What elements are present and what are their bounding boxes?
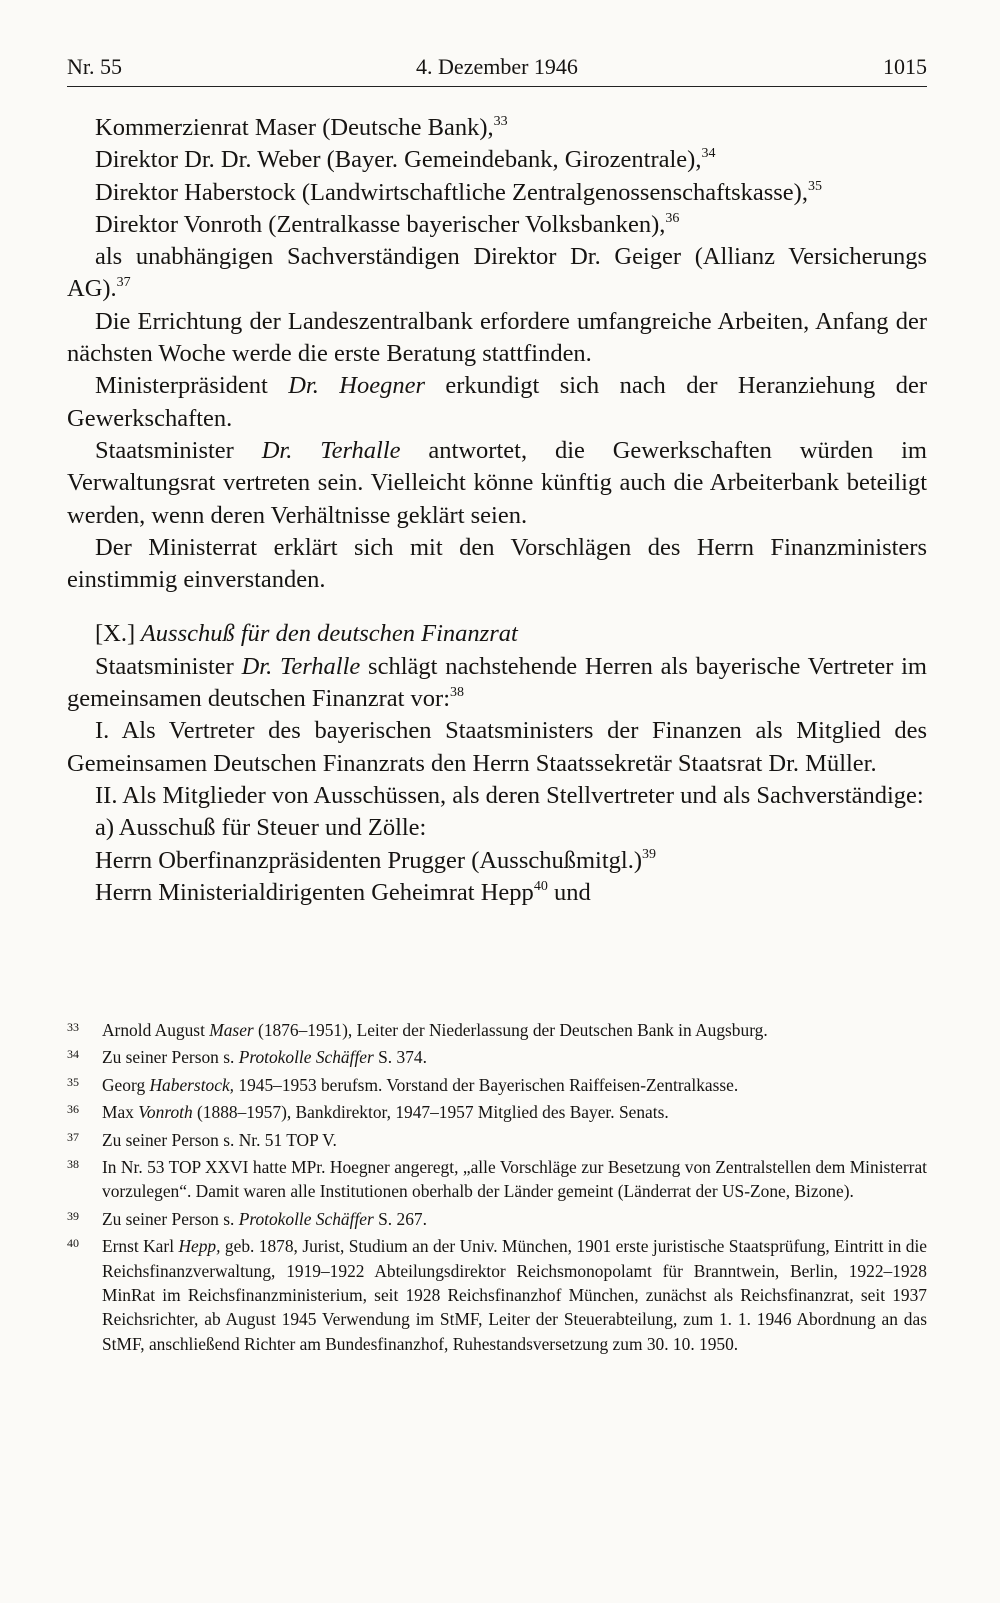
main-text [67, 112, 927, 909]
footnote-ref: 36 [665, 210, 680, 226]
text-run: und [547, 878, 591, 906]
footnote-33 [67, 1018, 927, 1042]
footnote-number: 33 [67, 1020, 79, 1034]
footnote-ref: 34 [701, 146, 716, 162]
text-run: antwortet, die Gewerkschaften würden im Verwaltungsrat vertreten sein. Vielleicht könne künftig auch die Arbeiterbank beteiligt werden, wenn deren Verhältnisse geklärt seien. [67, 436, 927, 529]
paragraph-landeszentralbank: Die Errichtung der Landeszentralbank erfordere umfangreiche Arbeiten, Anfang der nächsten Woche werde die erste Beratung stattfinden. [67, 307, 927, 368]
paragraph-terhalle-proposal [67, 651, 927, 716]
section-title: Ausschuß für den deutschen Finanzrat [135, 620, 518, 648]
text-run: Zu seiner Person s. Nr. 51 TOP V. [102, 1129, 337, 1150]
member-text: als unabhängigen Sachverständigen Direktor Dr. Geiger (Allianz Versicherungs AG). [67, 243, 927, 303]
member-text: Herrn Oberfinanzpräsidenten Prugger (Ausschußmitgl.) [95, 846, 643, 874]
text-run: Zu seiner Person s. [102, 1208, 239, 1229]
text-run: Staatsminister [95, 436, 262, 464]
text-run: S. 267. [373, 1208, 427, 1229]
member-line-vonroth [67, 209, 927, 241]
member-line-prugger [67, 845, 927, 877]
footnote-number: 35 [67, 1074, 79, 1089]
text-run: S. 374. [373, 1047, 427, 1068]
member-line-hepp [67, 877, 927, 909]
member-text: Herrn Ministerialdirigenten Geheimrat Hepp [95, 878, 534, 906]
member-text: Direktor Vonroth (Zentralkasse bayerischer Volksbanken), [95, 210, 666, 238]
footnotes [67, 1018, 927, 1359]
footnote-40 [67, 1234, 927, 1356]
footnote-36 [67, 1100, 927, 1124]
footnote-number: 34 [67, 1047, 79, 1062]
text-run: Ministerpräsident [95, 372, 289, 400]
member-line-geiger [67, 241, 927, 306]
source-title: Protokolle Schäffer [238, 1047, 374, 1068]
member-text: Direktor Dr. Dr. Weber (Bayer. Gemeindebank, Girozentrale), [95, 146, 702, 174]
footnote-ref: 40 [533, 878, 548, 894]
text-run: Max [102, 1102, 139, 1123]
header-rule [67, 86, 927, 87]
text-run: (1888–1957), Bankdirektor, 1947–1957 Mitglied des Bayer. Senats. [192, 1102, 669, 1123]
speaker-name: Dr. Terhalle [261, 436, 401, 464]
text-run: Zu seiner Person s. [102, 1047, 239, 1068]
paragraph-decision: Der Ministerrat erklärt sich mit den Vorschlägen des Herrn Finanzministers einstimmig einverstanden. [67, 533, 927, 594]
text-run: Staatsminister [95, 652, 242, 680]
person-name: Hepp, [178, 1236, 221, 1257]
document-number: Nr. 55 [67, 54, 122, 79]
footnote-37 [67, 1128, 927, 1152]
speaker-name: Dr. Terhalle [241, 652, 361, 680]
text-run: Ernst Karl [102, 1236, 179, 1257]
footnote-ref: 39 [642, 846, 657, 862]
text-run: 1945–1953 berufsm. Vorstand der Bayerischen Raiffeisen-Zentralkasse. [234, 1074, 739, 1095]
running-header [67, 48, 927, 88]
speaker-name: Dr. Hoegner [288, 372, 425, 400]
footnote-number: 39 [67, 1208, 79, 1223]
text-run: Georg [102, 1074, 150, 1095]
subitem-a: a) Ausschuß für Steuer und Zölle: [95, 814, 427, 842]
footnote-39 [67, 1207, 927, 1231]
member-text: Direktor Haberstock (Landwirtschaftliche Zentralgenossenschaftskasse), [95, 178, 808, 206]
text-run: geb. 1878, Jurist, Studium an der Univ. München, 1901 erste juristische Staatsprüfung, Eintritt in die Reichsfinanzverwaltung, 1919–1922 Abteilungsdirektor Reichsmonopolamt für Branntwein, Berlin, 1922–1928 MinRat im Reichsfinanzministerium, seit 1928 Reichsfinanzhof München, zunächst als Reichsfinanzrat, seit 1937 Reichsrichter, ab August 1945 Verwendung im StMF, Leiter der Steuerabteilung, zum 1. 1. 1946 Abordnung an das StMF, anschließend Richter am Bundesfinanzhof, Ruhestandsversetzung zum 30. 10. 1950. [102, 1236, 927, 1354]
text-run: erkundigt sich nach der Heranziehung der Gewerkschaften. [67, 372, 927, 432]
section-gap [67, 596, 927, 618]
person-name: Maser [209, 1020, 254, 1040]
footnote-number: 40 [67, 1236, 79, 1251]
paragraph-hoegner [67, 370, 927, 435]
text-run: Arnold August [102, 1020, 210, 1040]
footnote-34 [67, 1045, 927, 1069]
paragraph-item-two: II. Als Mitglieder von Ausschüssen, als deren Stellvertreter und als Sachverständige: [95, 781, 924, 809]
text-run: In Nr. 53 TOP XXVI hatte MPr. Hoegner angeregt, „alle Vorschläge zur Besetzung von Zentralstellen dem Ministerrat vorzulegen“. Damit waren alle Institutionen oberhalb der Länder gemeint (Länderrat der US-Zone, Bizone). [102, 1157, 927, 1202]
section-heading [67, 618, 927, 650]
footnote-number: 36 [67, 1102, 79, 1117]
paragraph-terhalle-answer [67, 435, 927, 532]
header-date: 4. Dezember 1946 [416, 54, 578, 79]
member-line-weber [67, 144, 927, 176]
person-name: Haberstock, [149, 1074, 235, 1095]
footnote-35 [67, 1073, 927, 1097]
footnote-ref: 35 [807, 178, 822, 194]
footnote-number: 38 [67, 1157, 79, 1172]
page-number: 1015 [883, 54, 927, 79]
text-run: (1876–1951), Leiter der Niederlassung der Deutschen Bank in Augsburg. [253, 1020, 768, 1040]
member-line-haberstock [67, 177, 927, 209]
paragraph-item-one: I. Als Vertreter des bayerischen Staatsministers der Finanzen als Mitglied des Gemeinsamen Deutschen Finanzrats den Herrn Staatssekretär Staatsrat Dr. Müller. [67, 717, 927, 777]
section-number: [X.] [95, 620, 136, 648]
footnote-ref: 38 [450, 685, 465, 701]
source-title: Protokolle Schäffer [238, 1208, 374, 1229]
footnote-number: 37 [67, 1129, 79, 1144]
footnote-ref: 37 [116, 275, 131, 291]
person-name: Vonroth [138, 1102, 193, 1123]
footnote-ref: 33 [493, 114, 508, 129]
footnote-38 [67, 1155, 927, 1204]
text-run: schlägt nachstehende Herren als bayerische Vertreter im gemeinsamen deutschen Finanzrat vor: [67, 652, 927, 713]
member-line-maser [67, 112, 927, 144]
member-text: Kommerzienrat Maser (Deutsche Bank), [95, 114, 494, 141]
